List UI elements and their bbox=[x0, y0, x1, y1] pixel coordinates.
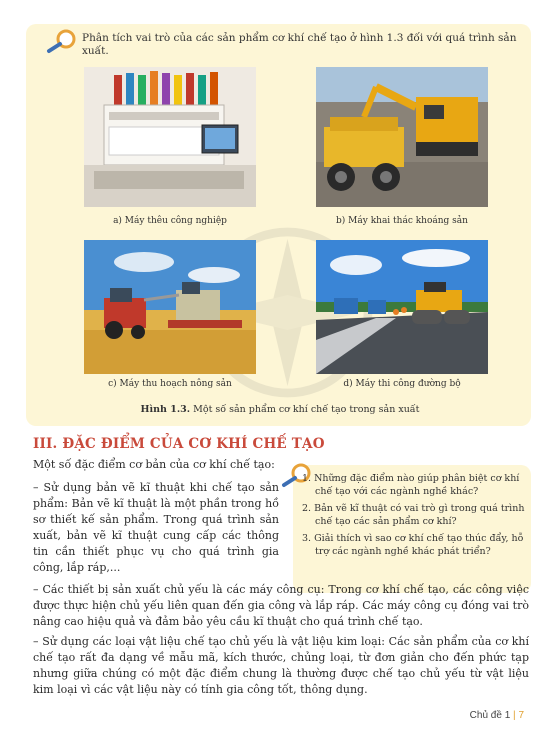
bullet-machine-tools: – Các thiết bị sản xuất chủ yếu là các máy công cụ: Trong cơ khí chế tạo, các công việc được thực hiện chủ yếu liên quan đến gia công và lắp ráp. Các máy công cụ đóng vai trò nâng cao hiệu quả và đảm bảo yêu cầu kĩ thuật cho quá trình chế tạo. bbox=[33, 583, 529, 628]
figure-caption-text: Một số sản phẩm cơ khí chế tạo trong sản xuất bbox=[193, 404, 420, 415]
section-title: III. ĐẶC ĐIỂM CỦA CƠ KHÍ CHẾ TẠO bbox=[33, 436, 325, 452]
question-item: 3. Giải thích vì sao cơ khí chế tạo thúc đẩy, hỗ trợ các ngành nghề khác phát triển? bbox=[302, 533, 524, 557]
photo-road-roller bbox=[316, 240, 488, 374]
magnifier-icon bbox=[44, 28, 78, 54]
page-footer bbox=[470, 710, 524, 721]
caption-a: a) Máy thêu công nghiệp bbox=[113, 216, 227, 226]
intro-text: Một số đặc điểm cơ bản của cơ khí chế tạo: bbox=[33, 458, 275, 471]
photo-mining-machine bbox=[316, 67, 488, 207]
figure-caption bbox=[100, 404, 460, 415]
photo-harvester bbox=[84, 240, 256, 374]
bullet-materials: – Sử dụng các loại vật liệu chế tạo chủ yếu là vật liệu kim loại: Các sản phẩm của cơ khí chế tạo rất đa dạng về mẫu mã, kích thước, chủng loại, từ đơn giản cho đến phức tạp nhưng giữa chúng có một đặc điểm chung là thường được chế tạo chủ yếu từ vật liệu kim loại vì các vật liệu này có tính gia công tốt, thông dụng. bbox=[33, 635, 529, 696]
caption-b: b) Máy khai thác khoáng sản bbox=[336, 216, 468, 226]
caption-d: d) Máy thi công đường bộ bbox=[343, 379, 461, 389]
caption-c: c) Máy thu hoạch nông sản bbox=[108, 379, 232, 389]
footer-topic: Chủ đề 1 bbox=[469, 710, 511, 721]
activity-prompt: Phân tích vai trò của các sản phẩm cơ khí chế tạo ở hình 1.3 đối với quá trình sản xuất. bbox=[82, 32, 517, 57]
figure-label: Hình 1.3. bbox=[140, 404, 191, 415]
photo-embroidery-machine bbox=[84, 67, 256, 207]
footer-separator: | bbox=[513, 710, 516, 721]
question-list bbox=[302, 472, 528, 562]
question-item: 1. Những đặc điểm nào giúp phân biệt cơ khí chế tạo với các ngành nghề khác? bbox=[302, 473, 520, 497]
bullet-drawing: – Sử dụng bản vẽ kĩ thuật khi chế tạo sản phẩm: Bản vẽ kĩ thuật là một phần trong hồ sơ thiết kế sản phẩm. Trong quá trình sản xuất, bản vẽ kĩ thuật cung cấp các thông tin cần thiết phục vụ cho quá trình gia công, lắp ráp,... bbox=[33, 481, 279, 574]
question-item: 2. Bản vẽ kĩ thuật có vai trò gì trong quá trình chế tạo các sản phẩm cơ khí? bbox=[302, 503, 525, 527]
page-number: 7 bbox=[518, 710, 524, 721]
